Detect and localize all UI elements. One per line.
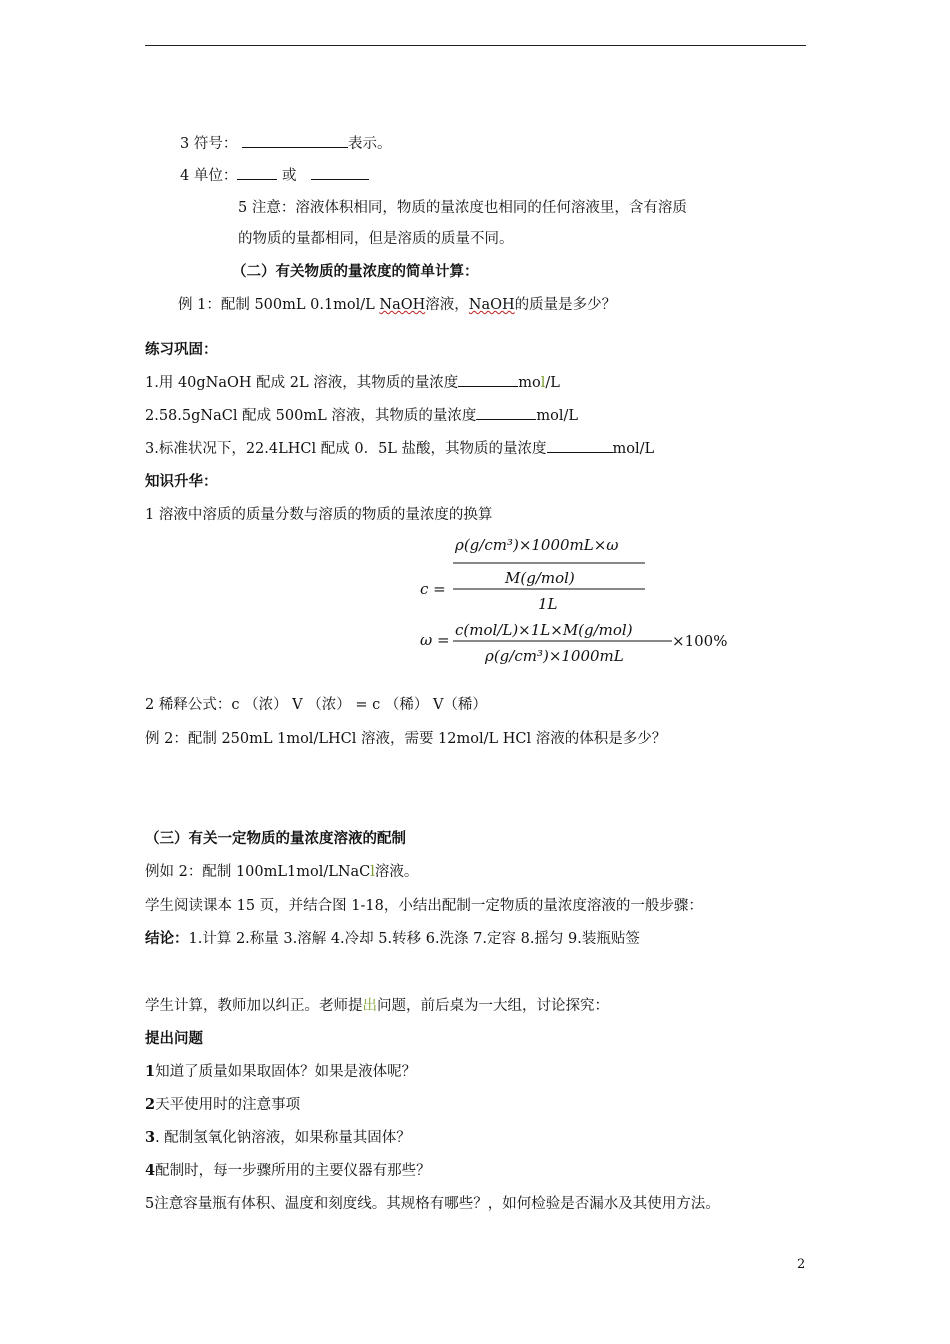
example-1 bbox=[178, 295, 616, 315]
symbol-label: 3 符号： bbox=[180, 136, 238, 152]
advance-heading: 知识升华： bbox=[145, 473, 218, 490]
example-a-dot: l bbox=[370, 864, 375, 880]
note-line-1: 5 注意：溶液体积相同，物质的量浓度也相同的任何溶液里，含有溶质 bbox=[238, 200, 687, 216]
discussion-line bbox=[145, 996, 609, 1016]
question-3 bbox=[145, 1128, 411, 1148]
formula-c-middle: M(g/mol) bbox=[505, 569, 575, 587]
example-1-suffix: 的质量是多少？ bbox=[514, 297, 617, 313]
questions-heading: 提出问题 bbox=[145, 1030, 203, 1047]
practice-heading: 练习巩固： bbox=[145, 341, 218, 358]
question-1-num: 1 bbox=[145, 1063, 156, 1080]
unit-line bbox=[180, 165, 369, 186]
practice-item-1-unit-dot: l bbox=[540, 375, 546, 391]
practice-item-1 bbox=[145, 372, 560, 393]
symbol-suffix: 表示。 bbox=[347, 136, 392, 152]
discussion-dot: 出 bbox=[362, 998, 377, 1014]
question-2-num: 2 bbox=[145, 1096, 156, 1113]
page-number: 2 bbox=[797, 1257, 806, 1272]
formula-w-denominator: ρ(g/cm³)×1000mL bbox=[485, 647, 624, 665]
practice-item-1-unit-a: mo bbox=[518, 375, 541, 391]
question-3-text: . 配制氢氧化钠溶液，如果称量其固体？ bbox=[155, 1130, 411, 1146]
formula-w-tail: ×100% bbox=[672, 632, 728, 650]
example-1-prefix: 例 1：配制 500mL 0.1mol/L bbox=[178, 297, 380, 313]
formula-w-lhs: ω = bbox=[420, 631, 450, 649]
question-2 bbox=[145, 1095, 300, 1115]
practice-item-2-text: 2.58.5gNaCl 配成 500mL 溶液，其物质的量浓度 bbox=[145, 408, 477, 424]
formula-c-lhs: c = bbox=[420, 580, 446, 598]
question-4 bbox=[145, 1161, 431, 1181]
example-a-suffix: 溶液。 bbox=[374, 864, 419, 880]
practice-item-2 bbox=[145, 405, 578, 426]
question-5 bbox=[145, 1194, 720, 1214]
unit-or: 或 bbox=[281, 168, 297, 184]
practice-item-1-text: 1.用 40gNaOH 配成 2L 溶液，其物质的量浓度 bbox=[145, 375, 459, 391]
unit-blank-2 bbox=[311, 165, 369, 180]
question-5-num: 5 bbox=[145, 1196, 155, 1212]
practice-item-1-blank bbox=[458, 372, 518, 387]
practice-item-3-text: 3.标准状况下，22.4LHCl 配成 0．5L 盐酸，其物质的量浓度 bbox=[145, 441, 547, 457]
example-1-naoh: NaOH bbox=[379, 297, 426, 313]
discussion-text-b: 问题，前后桌为一大组，讨论探究： bbox=[377, 998, 609, 1014]
practice-item-3-blank bbox=[547, 438, 613, 453]
practice-item-3 bbox=[145, 438, 654, 459]
unit-label: 4 单位： bbox=[180, 168, 238, 184]
example-a bbox=[145, 862, 418, 882]
question-1 bbox=[145, 1062, 416, 1082]
section-2-title: （二）有关物质的量浓度的简单计算： bbox=[232, 263, 479, 280]
practice-item-1-unit-b: /L bbox=[545, 375, 560, 391]
conclusion-line bbox=[145, 929, 640, 949]
section-3-title: （三）有关一定物质的量浓度溶液的配制 bbox=[145, 830, 406, 847]
conclusion-label: 结论： bbox=[145, 930, 189, 947]
discussion-text-a: 学生计算，教师加以纠正。老师提 bbox=[145, 998, 363, 1014]
formula-c-numerator: ρ(g/cm³)×1000mL×ω bbox=[455, 536, 619, 554]
practice-item-2-unit: mol/L bbox=[536, 408, 578, 424]
practice-item-3-unit: mol/L bbox=[612, 441, 655, 457]
note-line-2: 的物质的量都相同，但是溶质的质量不同。 bbox=[238, 231, 514, 247]
conversion-formula bbox=[410, 530, 750, 680]
header-rule bbox=[145, 45, 806, 46]
formula-w-numerator: c(mol/L)×1L×M(g/mol) bbox=[455, 621, 633, 639]
unit-blank-1 bbox=[237, 165, 277, 180]
question-1-text: 知道了质量如果取固体？如果是液体呢？ bbox=[155, 1064, 417, 1080]
example-a-text: 例如 2：配制 100mL1mol/LNaC bbox=[145, 864, 371, 880]
question-4-num: 4 bbox=[145, 1162, 156, 1179]
formula-c-denominator: 1L bbox=[538, 595, 558, 613]
question-5-text: 注意容量瓶有体积、温度和刻度线。其规格有哪些？，如何检验是否漏水及其使用方法。 bbox=[154, 1196, 720, 1212]
example-1-middle: 溶液， bbox=[425, 297, 469, 313]
question-3-num: 3 bbox=[145, 1129, 156, 1146]
question-4-text: 配制时，每一步骤所用的主要仪器有那些？ bbox=[155, 1163, 431, 1179]
symbol-line bbox=[180, 133, 391, 154]
example-1-naoh-2: NaOH bbox=[468, 297, 515, 313]
question-2-text: 天平使用时的注意事项 bbox=[155, 1097, 301, 1113]
conclusion-text: 1.计算 2.称量 3.溶解 4.冷却 5.转移 6.洗涤 7.定容 8.摇匀 9.装瓶贴签 bbox=[188, 931, 640, 947]
advance-item-1: 1 溶液中溶质的质量分数与溶质的物质的量浓度的换算 bbox=[145, 507, 493, 523]
reading-line: 学生阅读课本 15 页，并结合图 1-18，小结出配制一定物质的量浓度溶液的一般步骤： bbox=[145, 898, 703, 914]
advance-item-2: 2 稀释公式：c （浓） V （浓） = c （稀） V（稀） bbox=[145, 697, 487, 713]
example-2: 例 2：配制 250mL 1mol/LHCl 溶液，需要 12mol/L HCl 溶液的体积是多少？ bbox=[145, 731, 667, 747]
practice-item-2-blank bbox=[476, 405, 536, 420]
formula-graphic bbox=[410, 530, 750, 680]
symbol-blank bbox=[242, 133, 348, 148]
